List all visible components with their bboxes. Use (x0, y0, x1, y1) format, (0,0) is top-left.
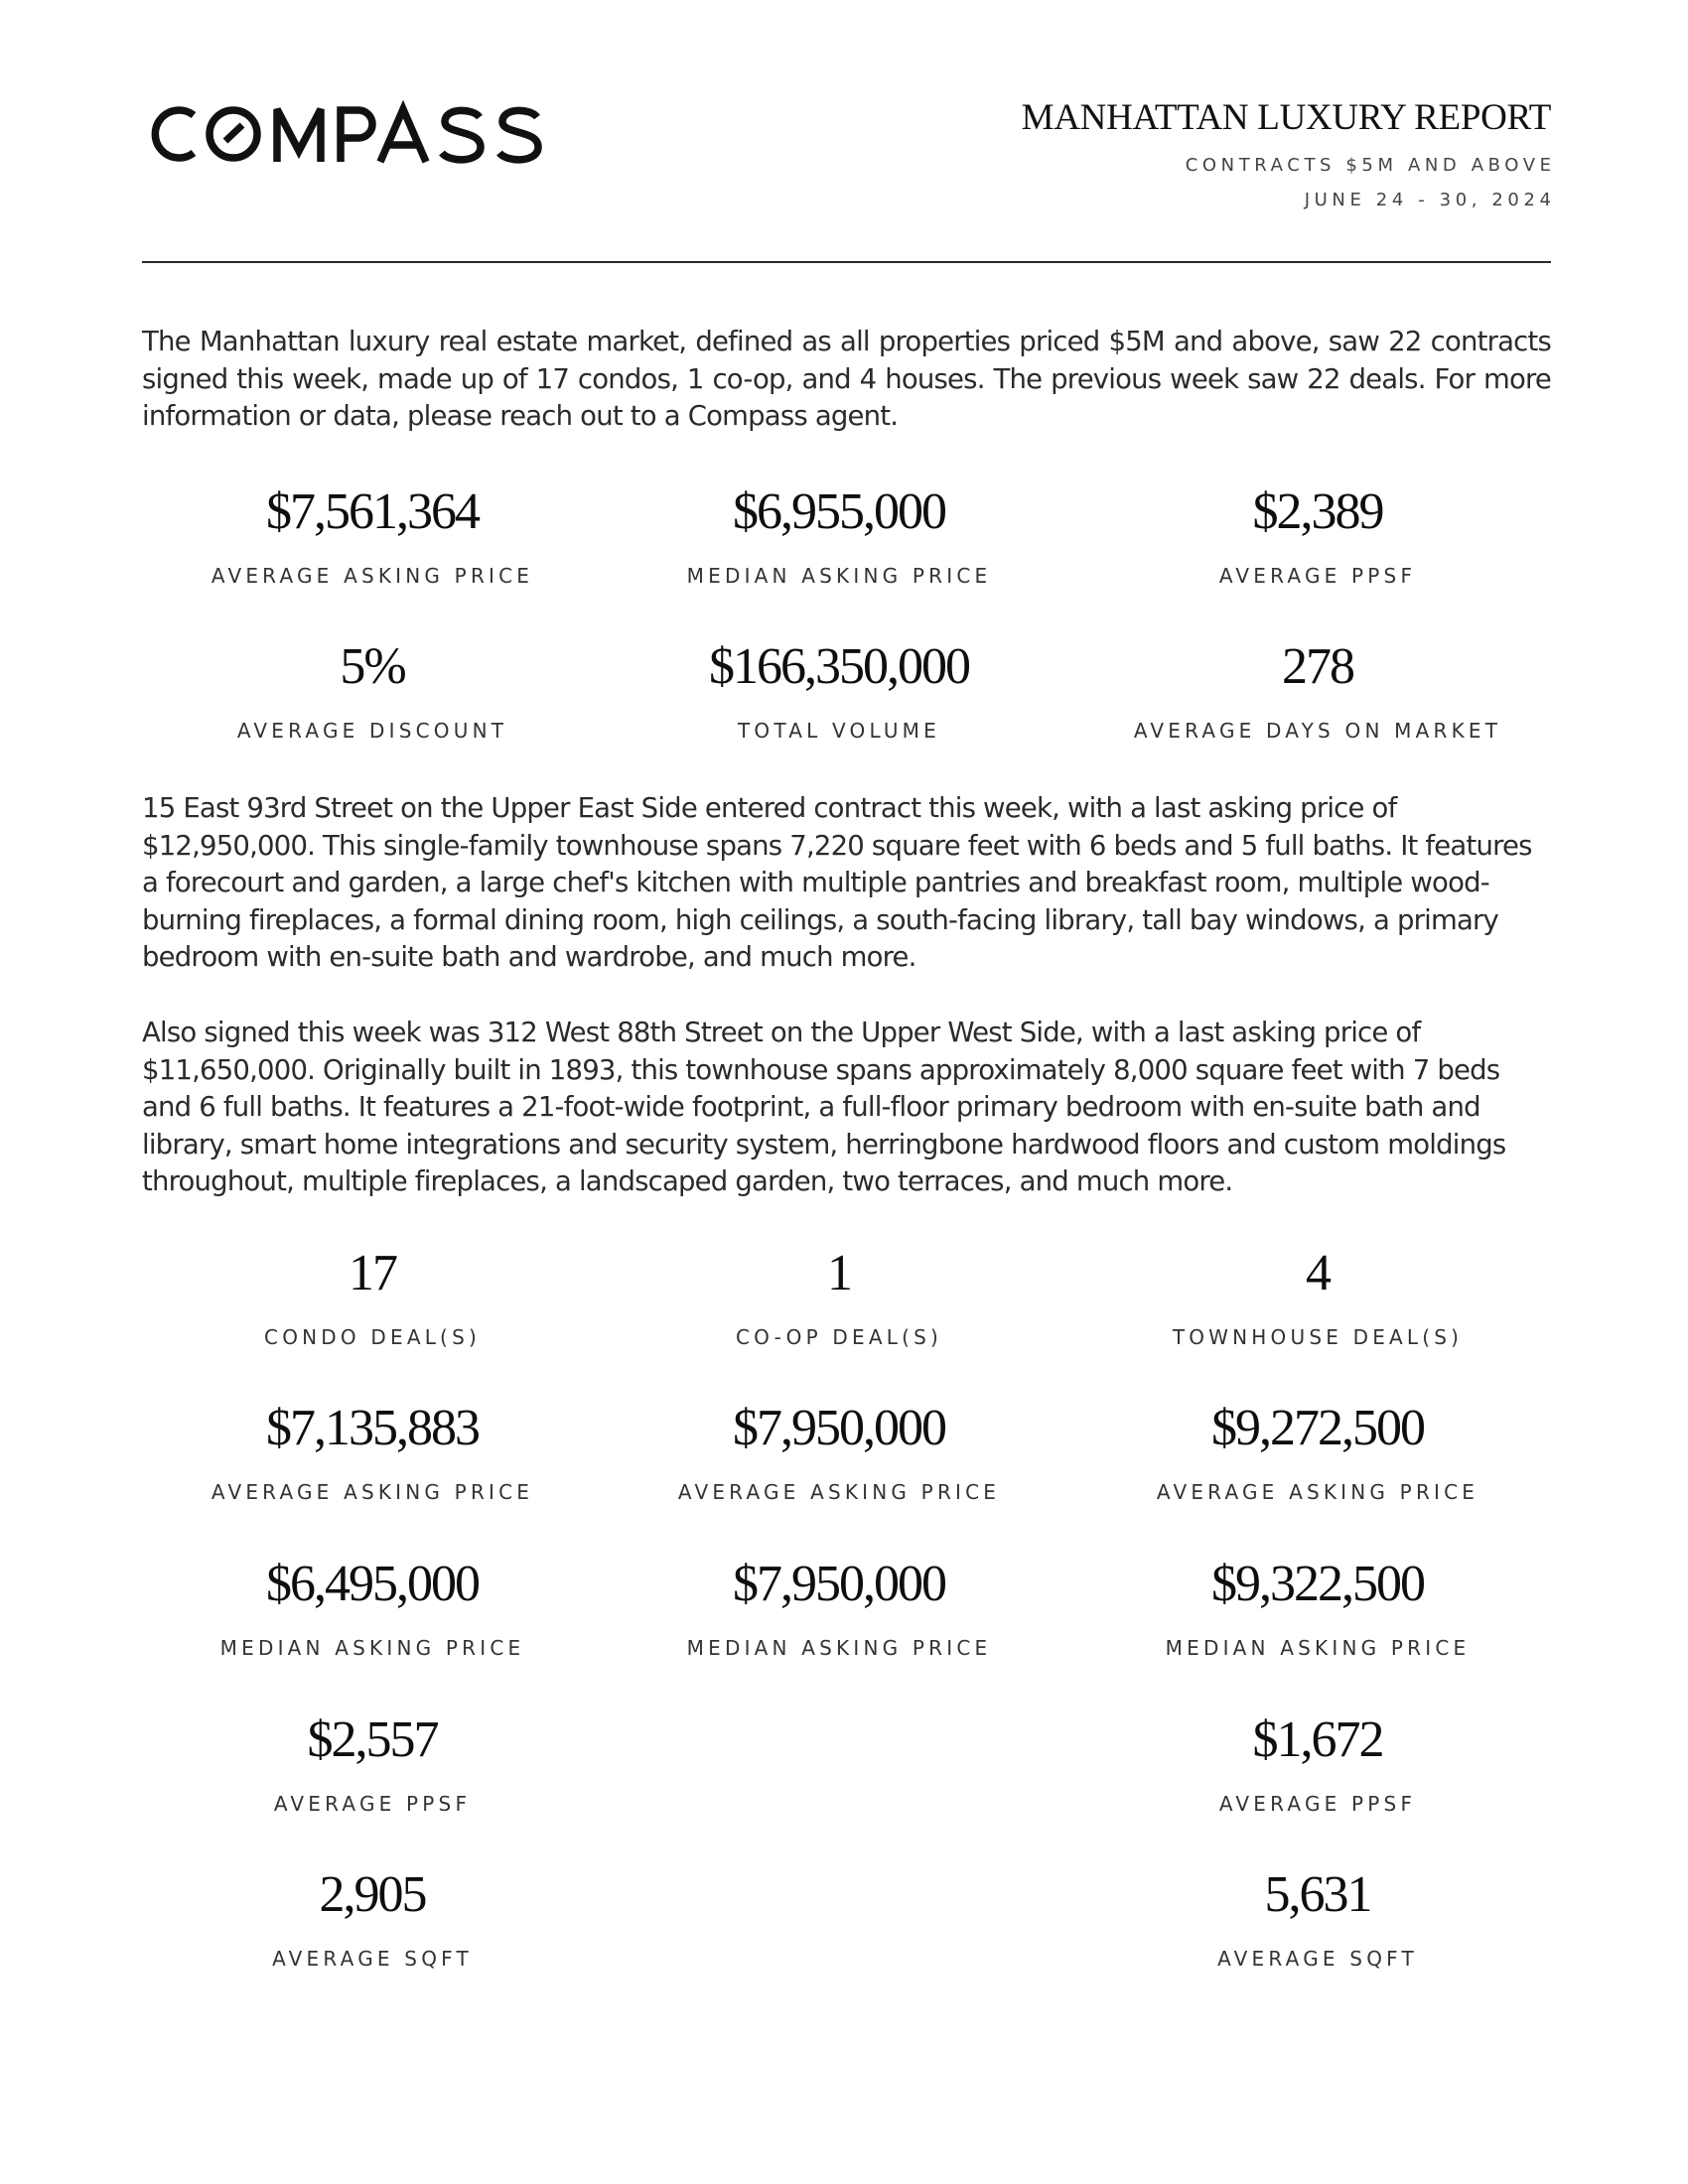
stat-value: $7,135,883 (266, 1400, 479, 1456)
stat-label: AVERAGE PPSF (273, 1792, 472, 1816)
stat-label: CONDO DEAL(S) (264, 1325, 481, 1349)
condo-average-asking-price (124, 1400, 621, 1504)
townhouse-average-asking-price (1069, 1400, 1566, 1504)
stat-label: MEDIAN ASKING PRICE (1165, 1636, 1471, 1660)
stat-label: MEDIAN ASKING PRICE (686, 564, 992, 588)
stat-value: 4 (1306, 1245, 1330, 1301)
stat-label: AVERAGE SQFT (1217, 1947, 1418, 1971)
stat-label: AVERAGE ASKING PRICE (677, 1480, 1001, 1504)
header-divider (142, 261, 1551, 263)
stat-value: $1,672 (1252, 1711, 1383, 1768)
stat-average-ppsf (1069, 483, 1566, 588)
stat-label: AVERAGE ASKING PRICE (1156, 1480, 1479, 1504)
townhouse-average-sqft (1069, 1866, 1566, 1971)
report-subtitle: CONTRACTS $5M AND ABOVE (1185, 155, 1556, 176)
townhouse-average-ppsf (1069, 1711, 1566, 1816)
stat-average-days-on-market (1069, 638, 1566, 743)
coop-median-asking-price (591, 1556, 1087, 1660)
stat-value: $6,495,000 (266, 1556, 479, 1612)
stat-value: 5% (340, 638, 405, 695)
stat-label: AVERAGE ASKING PRICE (211, 1480, 534, 1504)
stat-label: TOTAL VOLUME (738, 719, 940, 743)
condo-average-ppsf (124, 1711, 621, 1816)
intro-paragraph: The Manhattan luxury real estate market, defined as all properties priced $5M and above, saw 22 contracts signed this week, made up of 17 condos, 1 co-op, and 4 houses. The previous week saw 22 deals. For more information or data, please reach out to a Compass agent. (142, 326, 1551, 432)
compass-logo (142, 99, 564, 169)
stat-value: $7,950,000 (733, 1556, 945, 1612)
stat-value: 2,905 (319, 1866, 426, 1923)
highlight-paragraph-2: Also signed this week was 312 West 88th Street on the Upper West Side, with a last asking price of $11,650,000. Originally built in 1893, this townhouse spans approximately 8,000 square feet with 7 beds and 6 full baths. It features a 21-foot-wide footprint, a full-floor primary bedroom with en-suite bath and library, smart home integrations and security system, herringbone hardwood floors and custom moldings throughout, multiple fireplaces, a landscaped garden, two terraces, and much more. (142, 1017, 1506, 1197)
townhouse-deals (1069, 1245, 1566, 1349)
stat-value: 5,631 (1264, 1866, 1371, 1923)
stat-value: $7,950,000 (733, 1400, 945, 1456)
stat-average-discount (124, 638, 621, 743)
stat-value: 278 (1282, 638, 1353, 695)
stat-label: AVERAGE DISCOUNT (236, 719, 508, 743)
stat-value: $9,322,500 (1211, 1556, 1424, 1612)
compass-logo-icon (142, 99, 564, 169)
stat-label: AVERAGE ASKING PRICE (211, 564, 534, 588)
stat-value: 1 (827, 1245, 851, 1301)
stat-value: $2,557 (307, 1711, 438, 1768)
stat-value: $166,350,000 (709, 638, 969, 695)
stat-average-asking-price (124, 483, 621, 588)
stat-label: MEDIAN ASKING PRICE (219, 1636, 525, 1660)
coop-average-asking-price (591, 1400, 1087, 1504)
stat-value: 17 (349, 1245, 396, 1301)
stat-value: $2,389 (1252, 483, 1383, 540)
stat-label: AVERAGE SQFT (272, 1947, 473, 1971)
highlight-paragraph-1: 15 East 93rd Street on the Upper East Side entered contract this week, with a last asking price of $12,950,000. This single-family townhouse spans 7,220 square feet with 6 beds and 5 full baths. It features a forecourt and garden, a large chef's kitchen with multiple pantries and breakfast room, multiple wood-burning fireplaces, a formal dining room, high ceilings, a south-facing library, tall bay windows, a primary bedroom with en-suite bath and wardrobe, and much more. (142, 792, 1532, 973)
stat-label: MEDIAN ASKING PRICE (686, 1636, 992, 1660)
report-title: MANHATTAN LUXURY REPORT (1021, 97, 1551, 138)
report-date-range: JUNE 24 - 30, 2024 (1304, 190, 1556, 210)
stat-value: $9,272,500 (1211, 1400, 1424, 1456)
stat-label: AVERAGE DAYS ON MARKET (1133, 719, 1502, 743)
stat-label: TOWNHOUSE DEAL(S) (1172, 1325, 1464, 1349)
condo-deals (124, 1245, 621, 1349)
stat-label: AVERAGE PPSF (1218, 1792, 1417, 1816)
coop-deals (591, 1245, 1087, 1349)
stat-total-volume (591, 638, 1087, 743)
stat-label: CO-OP DEAL(S) (736, 1325, 942, 1349)
condo-average-sqft (124, 1866, 621, 1971)
condo-median-asking-price (124, 1556, 621, 1660)
townhouse-median-asking-price (1069, 1556, 1566, 1660)
stat-value: $6,955,000 (733, 483, 945, 540)
stat-label: AVERAGE PPSF (1218, 564, 1417, 588)
stat-median-asking-price (591, 483, 1087, 588)
stat-value: $7,561,364 (266, 483, 479, 540)
